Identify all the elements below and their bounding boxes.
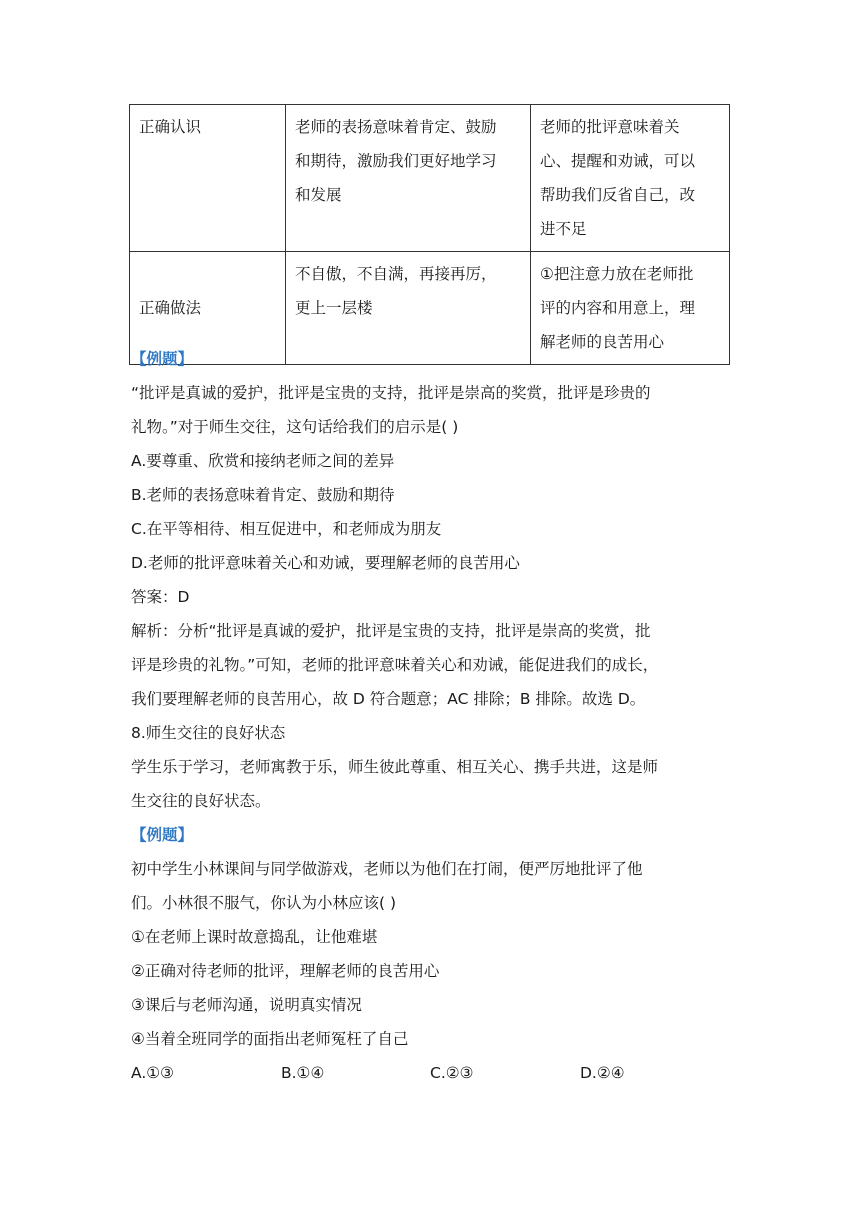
analysis-line: 评是珍贵的礼物。”可知，老师的批评意味着关心和劝诫，能促进我们的成长， (131, 656, 659, 674)
section-body-line: 生交往的良好状态。 (131, 792, 271, 810)
option-c: C.在平等相待、相互促进中，和老师成为朋友 (131, 520, 442, 538)
cell-line: 帮助我们反省自己，改 (540, 186, 696, 204)
table-cell-criticism (531, 105, 730, 252)
analysis-line: 解析：分析“批评是真诚的爱护，批评是宝贵的支持，批评是崇高的奖赏，批 (131, 622, 651, 640)
choice-c: C.②③ (430, 1064, 474, 1082)
table-cell-praise (286, 252, 531, 365)
cell-line: 老师的批评意味着关 (540, 118, 680, 136)
row-label: 正确认识 (139, 118, 202, 136)
cell-line: 老师的表扬意味着肯定、鼓励 (295, 118, 497, 136)
statement-4: ④当着全班同学的面指出老师冤枉了自己 (131, 1030, 409, 1048)
cell-line: 和发展 (295, 186, 342, 204)
example-tag: 【例题】 (131, 826, 194, 844)
example-tag: 【例题】 (131, 350, 194, 368)
cell-line: 进不足 (540, 220, 587, 238)
cell-line: 不自傲，不自满，再接再厉， (295, 265, 497, 283)
choice-a: A.①③ (131, 1064, 175, 1082)
cell-line: 评的内容和用意上，理 (540, 299, 696, 317)
table-row-correct-practice (130, 252, 730, 365)
cell-line: 更上一层楼 (295, 299, 373, 317)
statement-3: ③课后与老师沟通，说明真实情况 (131, 996, 362, 1014)
question-line: 们。小林很不服气，你认为小林应该( ) (131, 894, 397, 912)
cell-line: 和期待，激励我们更好地学习 (295, 152, 497, 170)
cell-line: 心、提醒和劝诫，可以 (540, 152, 696, 170)
row-label: 正确做法 (139, 299, 202, 317)
option-a: A.要尊重、欣赏和接纳老师之间的差异 (131, 452, 395, 470)
option-b: B.老师的表扬意味着肯定、鼓励和期待 (131, 486, 395, 504)
cell-line: ①把注意力放在老师批 (540, 265, 694, 283)
analysis-line: 我们要理解老师的良苦用心，故 D 符合题意；AC 排除；B 排除。故选 D。 (131, 690, 646, 708)
knowledge-table (129, 104, 730, 365)
question-line: 礼物。”对于师生交往，这句话给我们的启示是( ) (131, 418, 459, 436)
section-body-line: 学生乐于学习，老师寓教于乐，师生彼此尊重、相互关心、携手共进，这是师 (131, 758, 659, 776)
cell-line: 解老师的良苦用心 (540, 333, 665, 351)
choice-b: B.①④ (281, 1064, 325, 1082)
statement-1: ①在老师上课时故意捣乱，让他难堪 (131, 928, 378, 946)
choice-d: D.②④ (580, 1064, 625, 1082)
option-d: D.老师的批评意味着关心和劝诫，要理解老师的良苦用心 (131, 554, 520, 572)
table-cell-label (130, 105, 286, 252)
question-line: 初中学生小林课间与同学做游戏，老师以为他们在打闹，便严厉地批评了他 (131, 860, 643, 878)
table-cell-praise (286, 105, 531, 252)
section-heading: 8.师生交往的良好状态 (131, 724, 286, 742)
question-line: “批评是真诚的爱护，批评是宝贵的支持，批评是崇高的奖赏，批评是珍贵的 (131, 384, 651, 402)
answer: 答案：D (131, 588, 190, 606)
statement-2: ②正确对待老师的批评，理解老师的良苦用心 (131, 962, 440, 980)
table-row-correct-understanding (130, 105, 730, 252)
table-cell-criticism (531, 252, 730, 365)
